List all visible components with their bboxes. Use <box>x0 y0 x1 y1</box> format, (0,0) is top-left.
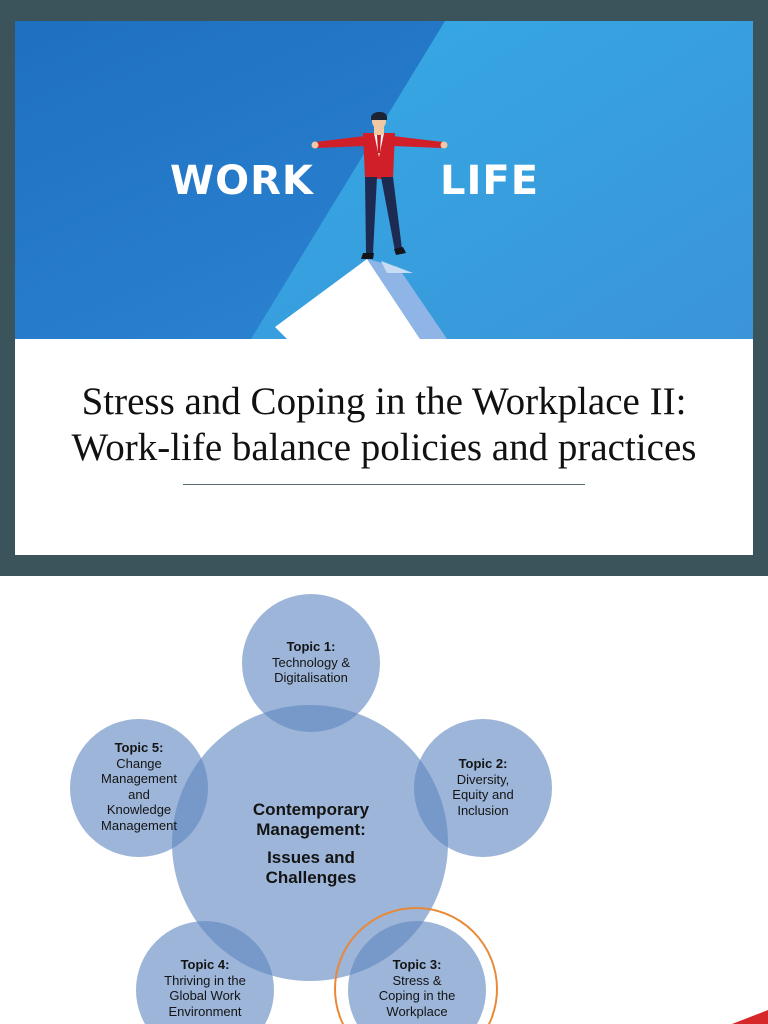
title-line-1: Stress and Coping in the Workplace II: <box>81 380 687 423</box>
topic-4-heading: Topic 4: <box>180 957 230 972</box>
slide-2-topics-diagram <box>0 576 768 1024</box>
topic-2-line: Equity and <box>452 787 514 802</box>
title-divider <box>183 484 585 485</box>
topic-3-label <box>351 957 483 1019</box>
topic-5-line: Management <box>101 771 177 786</box>
work-life-banner-image <box>15 21 753 339</box>
topic-5-line: Knowledge <box>106 802 172 817</box>
slide-1-title <box>15 379 753 471</box>
center-label-line-3: Issues and <box>267 848 355 867</box>
topic-3-heading: Topic 3: <box>392 957 442 972</box>
topic-5-line: and <box>128 786 150 802</box>
topic-5-line: Management <box>101 817 177 833</box>
topic-5-line: Change <box>116 755 162 771</box>
topic-4-line: Global Work <box>169 988 241 1003</box>
topic-3-line: Coping in the <box>378 988 456 1003</box>
topic-1-heading: Topic 1: <box>286 639 336 654</box>
corner-accent-shape <box>732 1010 768 1024</box>
topic-4-label <box>139 957 271 1019</box>
center-label-line-1: Contemporary <box>252 800 370 819</box>
topic-2-line: Diversity, <box>456 771 510 787</box>
work-word: WORK <box>170 158 314 204</box>
life-word: LIFE <box>440 158 540 204</box>
topic-2-label <box>417 756 549 818</box>
center-label <box>206 800 416 888</box>
title-line-2: Work-life balance policies and practices <box>71 426 697 469</box>
work-life-balance-illustration <box>15 21 753 339</box>
center-label-line-4: Challenges <box>265 868 357 887</box>
topic-5-label <box>73 740 205 833</box>
topic-1-line: Technology & <box>271 654 351 670</box>
topic-3-line: Stress & <box>392 972 442 988</box>
topic-5-heading: Topic 5: <box>114 740 164 755</box>
topic-1-label <box>245 639 377 686</box>
topic-1-line: Digitalisation <box>274 670 348 685</box>
center-label-line-2: Management: <box>256 820 366 839</box>
topic-2-line: Inclusion <box>457 802 509 818</box>
topic-2-heading: Topic 2: <box>458 756 508 771</box>
topic-3-line: Workplace <box>386 1003 448 1019</box>
slide-1 <box>15 21 753 555</box>
topic-4-line: Thriving in the <box>164 972 246 988</box>
topic-4-line: Environment <box>168 1003 242 1019</box>
